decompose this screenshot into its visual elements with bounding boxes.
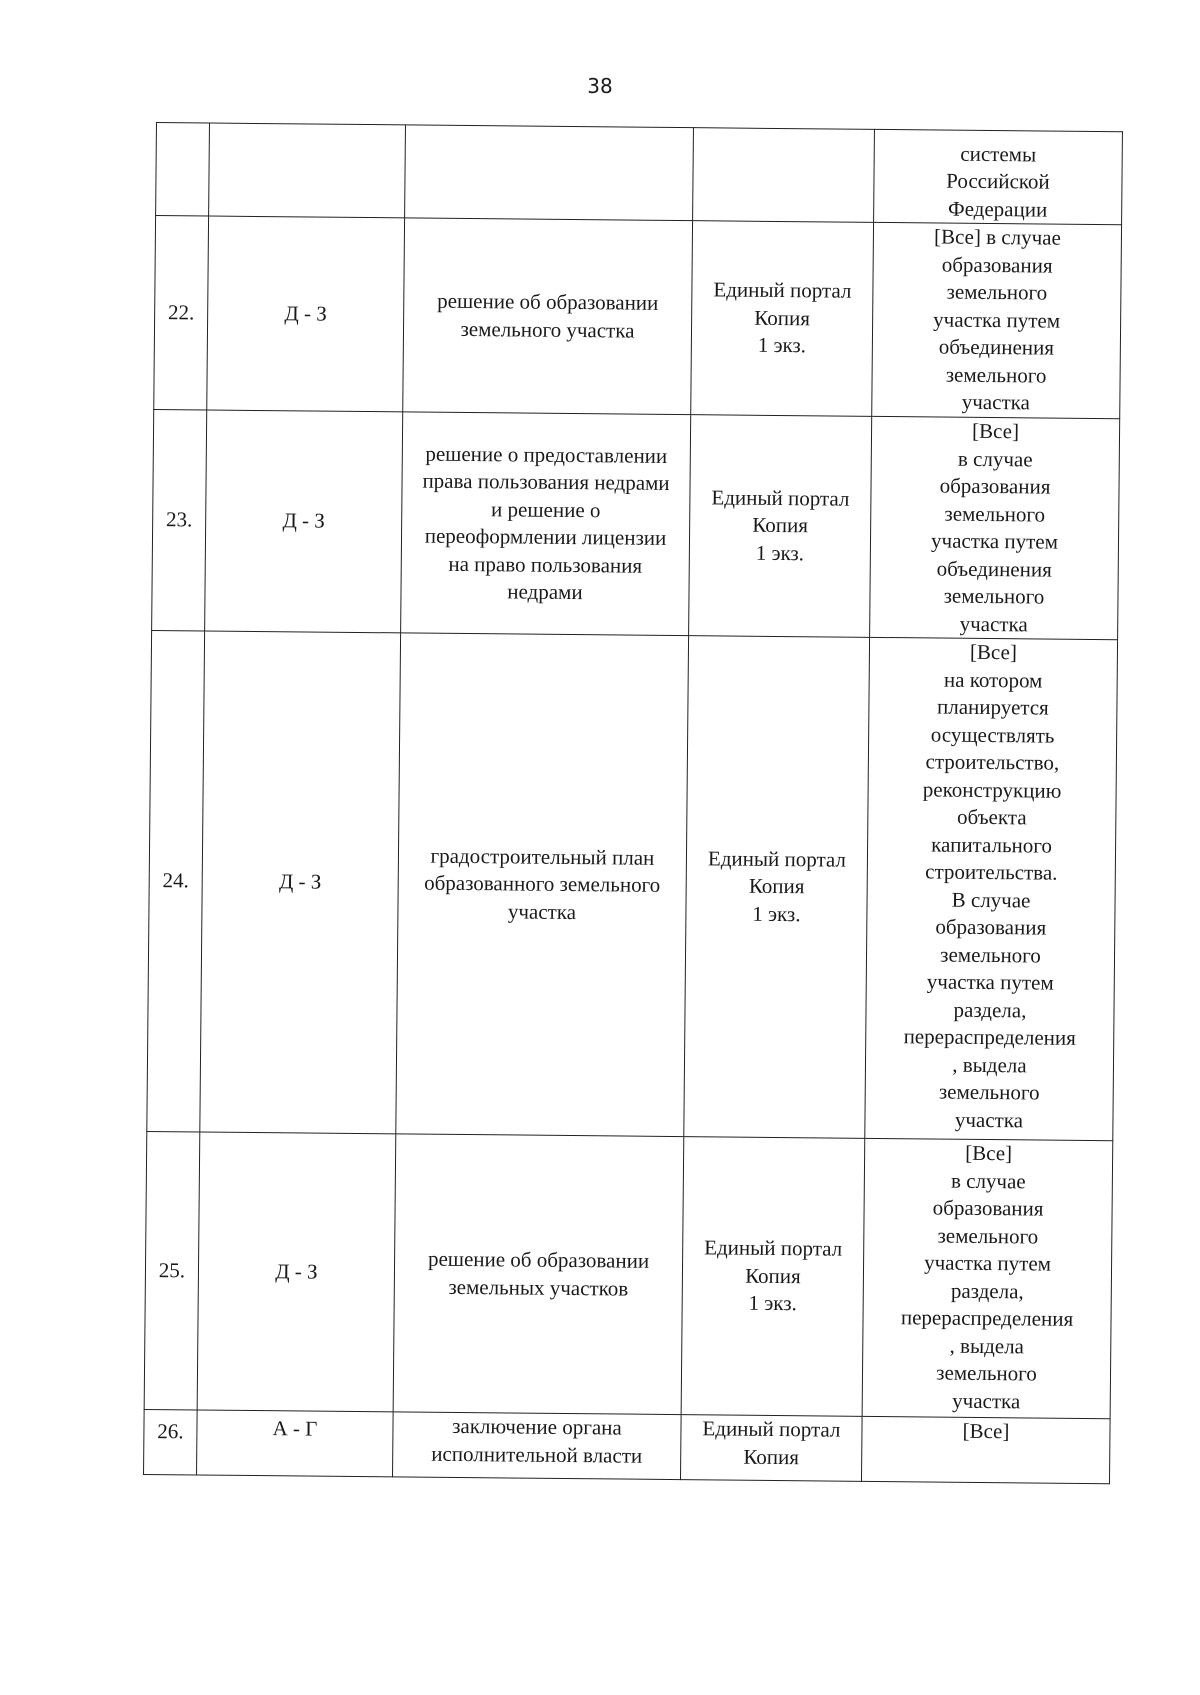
table-row	[152, 409, 1120, 639]
document-name-cell: решение об образовании земельного участка	[403, 218, 693, 415]
row-number-cell	[156, 123, 210, 217]
document-name-cell	[405, 125, 694, 221]
row-number-cell: 26.	[144, 1409, 198, 1475]
table-row-continued	[156, 123, 1123, 225]
row-number-cell: 25.	[144, 1131, 200, 1409]
document-source-cell: Единый портал Копия 1 экз.	[689, 415, 872, 638]
document-source-cell: Единый портал Копия	[680, 1415, 862, 1482]
row-number-cell: 24.	[147, 630, 205, 1131]
document-name-cell: заключение органа исполнительной власти	[393, 1412, 682, 1480]
document-notes-cell: [Все] в случае образования земельного участка путем объединения земельного участка	[872, 222, 1122, 418]
table-row	[144, 1131, 1113, 1418]
row-number-cell: 22.	[154, 216, 209, 410]
document-code-cell: Д - З	[197, 1132, 396, 1412]
document-code-cell: А - Г	[197, 1410, 394, 1477]
document-code-cell: Д - З	[200, 631, 401, 1134]
table-row	[154, 216, 1122, 419]
document-source-cell: Единый портал Копия 1 экз.	[681, 1137, 865, 1417]
documents-table	[143, 122, 1123, 1484]
document-notes-cell: [Все] в случае образования земельного участка путем объединения земельного участка	[870, 416, 1120, 639]
document-code-cell: Д - З	[205, 410, 403, 633]
document-code-cell: Д - З	[207, 216, 405, 412]
document-notes-cell: системы Российской Федерации	[874, 129, 1123, 224]
row-number-cell: 23.	[152, 409, 207, 630]
document-notes-cell: [Все] на котором планируется осуществлять строительство, реконструкцию объекта капитального строительства. В случае образования земельного участка путем раздела, перераспределения , выдела земельного участка	[865, 637, 1118, 1140]
document-source-cell	[693, 128, 875, 223]
document-source-cell: Единый портал Копия 1 экз.	[691, 221, 874, 417]
document-notes-cell: [Все] в случае образования земельного участка путем раздела, перераспределения , выдела земельного участка	[862, 1138, 1113, 1418]
document-table-wrapper	[143, 122, 1122, 1484]
document-source-cell: Единый портал Копия 1 экз.	[684, 636, 870, 1139]
table-row	[147, 630, 1118, 1140]
document-name-cell: решение об образовании земельных участков	[393, 1134, 684, 1415]
page-number: 38	[587, 74, 613, 98]
document-notes-cell: [Все]	[861, 1416, 1110, 1483]
document-code-cell	[209, 123, 406, 218]
document-name-cell: градостроительный план образованного земельного участка	[396, 633, 689, 1137]
document-name-cell: решение о предоставлении права пользования недрами и решение о переоформлении лицензии на право пользования недрами	[401, 412, 691, 636]
table-row	[144, 1409, 1111, 1483]
